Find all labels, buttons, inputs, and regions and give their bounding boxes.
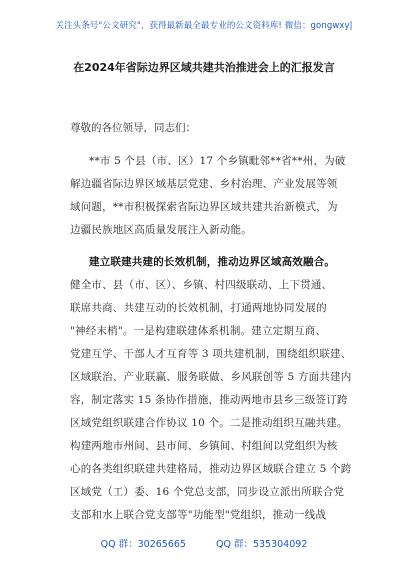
paragraph-line: 构建两地市州间、县市间、乡镇间、村组间以党组织为核: [70, 440, 338, 452]
paragraph-line: 健全市、县（市、区）、乡镇、村四级联动、上下贯通、: [70, 279, 333, 291]
paragraph-line: 区域党（工）委、16 个党总支部，同步设立派出所联合党: [70, 486, 345, 498]
salutation: 尊敬的各位领导，同志们：: [70, 122, 196, 134]
paragraph-line: 联席共商、共建互动的长效机制，打通两地协同发展的: [70, 302, 327, 314]
paragraph-line: 容，制定落实 15 条协作措施，推动两地市县乡三级签订跨: [70, 394, 348, 406]
paragraph-line: **市 5 个县（市、区）17 个乡镇毗邻**省**州，为破: [89, 155, 346, 167]
paragraph-line: 区域党组织联建合作协议 10 个。二是推动组织互融共建。: [70, 417, 348, 429]
document-title: 在2024年省际边界区域共建共治推进会上的汇报发言: [73, 61, 335, 74]
paragraph-line: 区域联治、产业联赢、服务联做、乡风联创等 5 方面共建内: [70, 371, 352, 383]
paragraph-line: 心的各类组织联建共建格局，推动边界区域联合建立 5 个跨: [70, 463, 352, 475]
footer: [0, 536, 408, 550]
paragraph-line: 党建互学、干部人才互育等 3 项共建机制，围绕组织联建、: [70, 348, 352, 360]
paragraph-line: 边疆民族地区高质量发展注入新动能。: [70, 224, 252, 236]
paragraph-line: 域问题，**市积极探索省际边界区域共建共治新模式，为: [70, 201, 338, 213]
paragraph-line: 支部和水上联合党支部等"功能型"党组织，推动一线战: [70, 509, 327, 521]
paragraph-line: 解边疆省际边界区域基层党建、乡村治理、产业发展等领: [70, 178, 338, 190]
section-heading: 建立联建共建的长效机制，推动边界区域高效融合。: [89, 256, 336, 268]
footer-qq-group-2: QQ 群：535304092: [215, 539, 308, 550]
header-banner: 关注头条号"公文研究"，获得最新最全最专业的公文资料库! 微信：gongwxy|: [55, 21, 353, 31]
footer-qq-group-1: QQ 群：30265665: [100, 539, 186, 550]
paragraph-line: "神经末梢"。一是构建联建体系机制。建立定期互商、: [70, 325, 327, 337]
